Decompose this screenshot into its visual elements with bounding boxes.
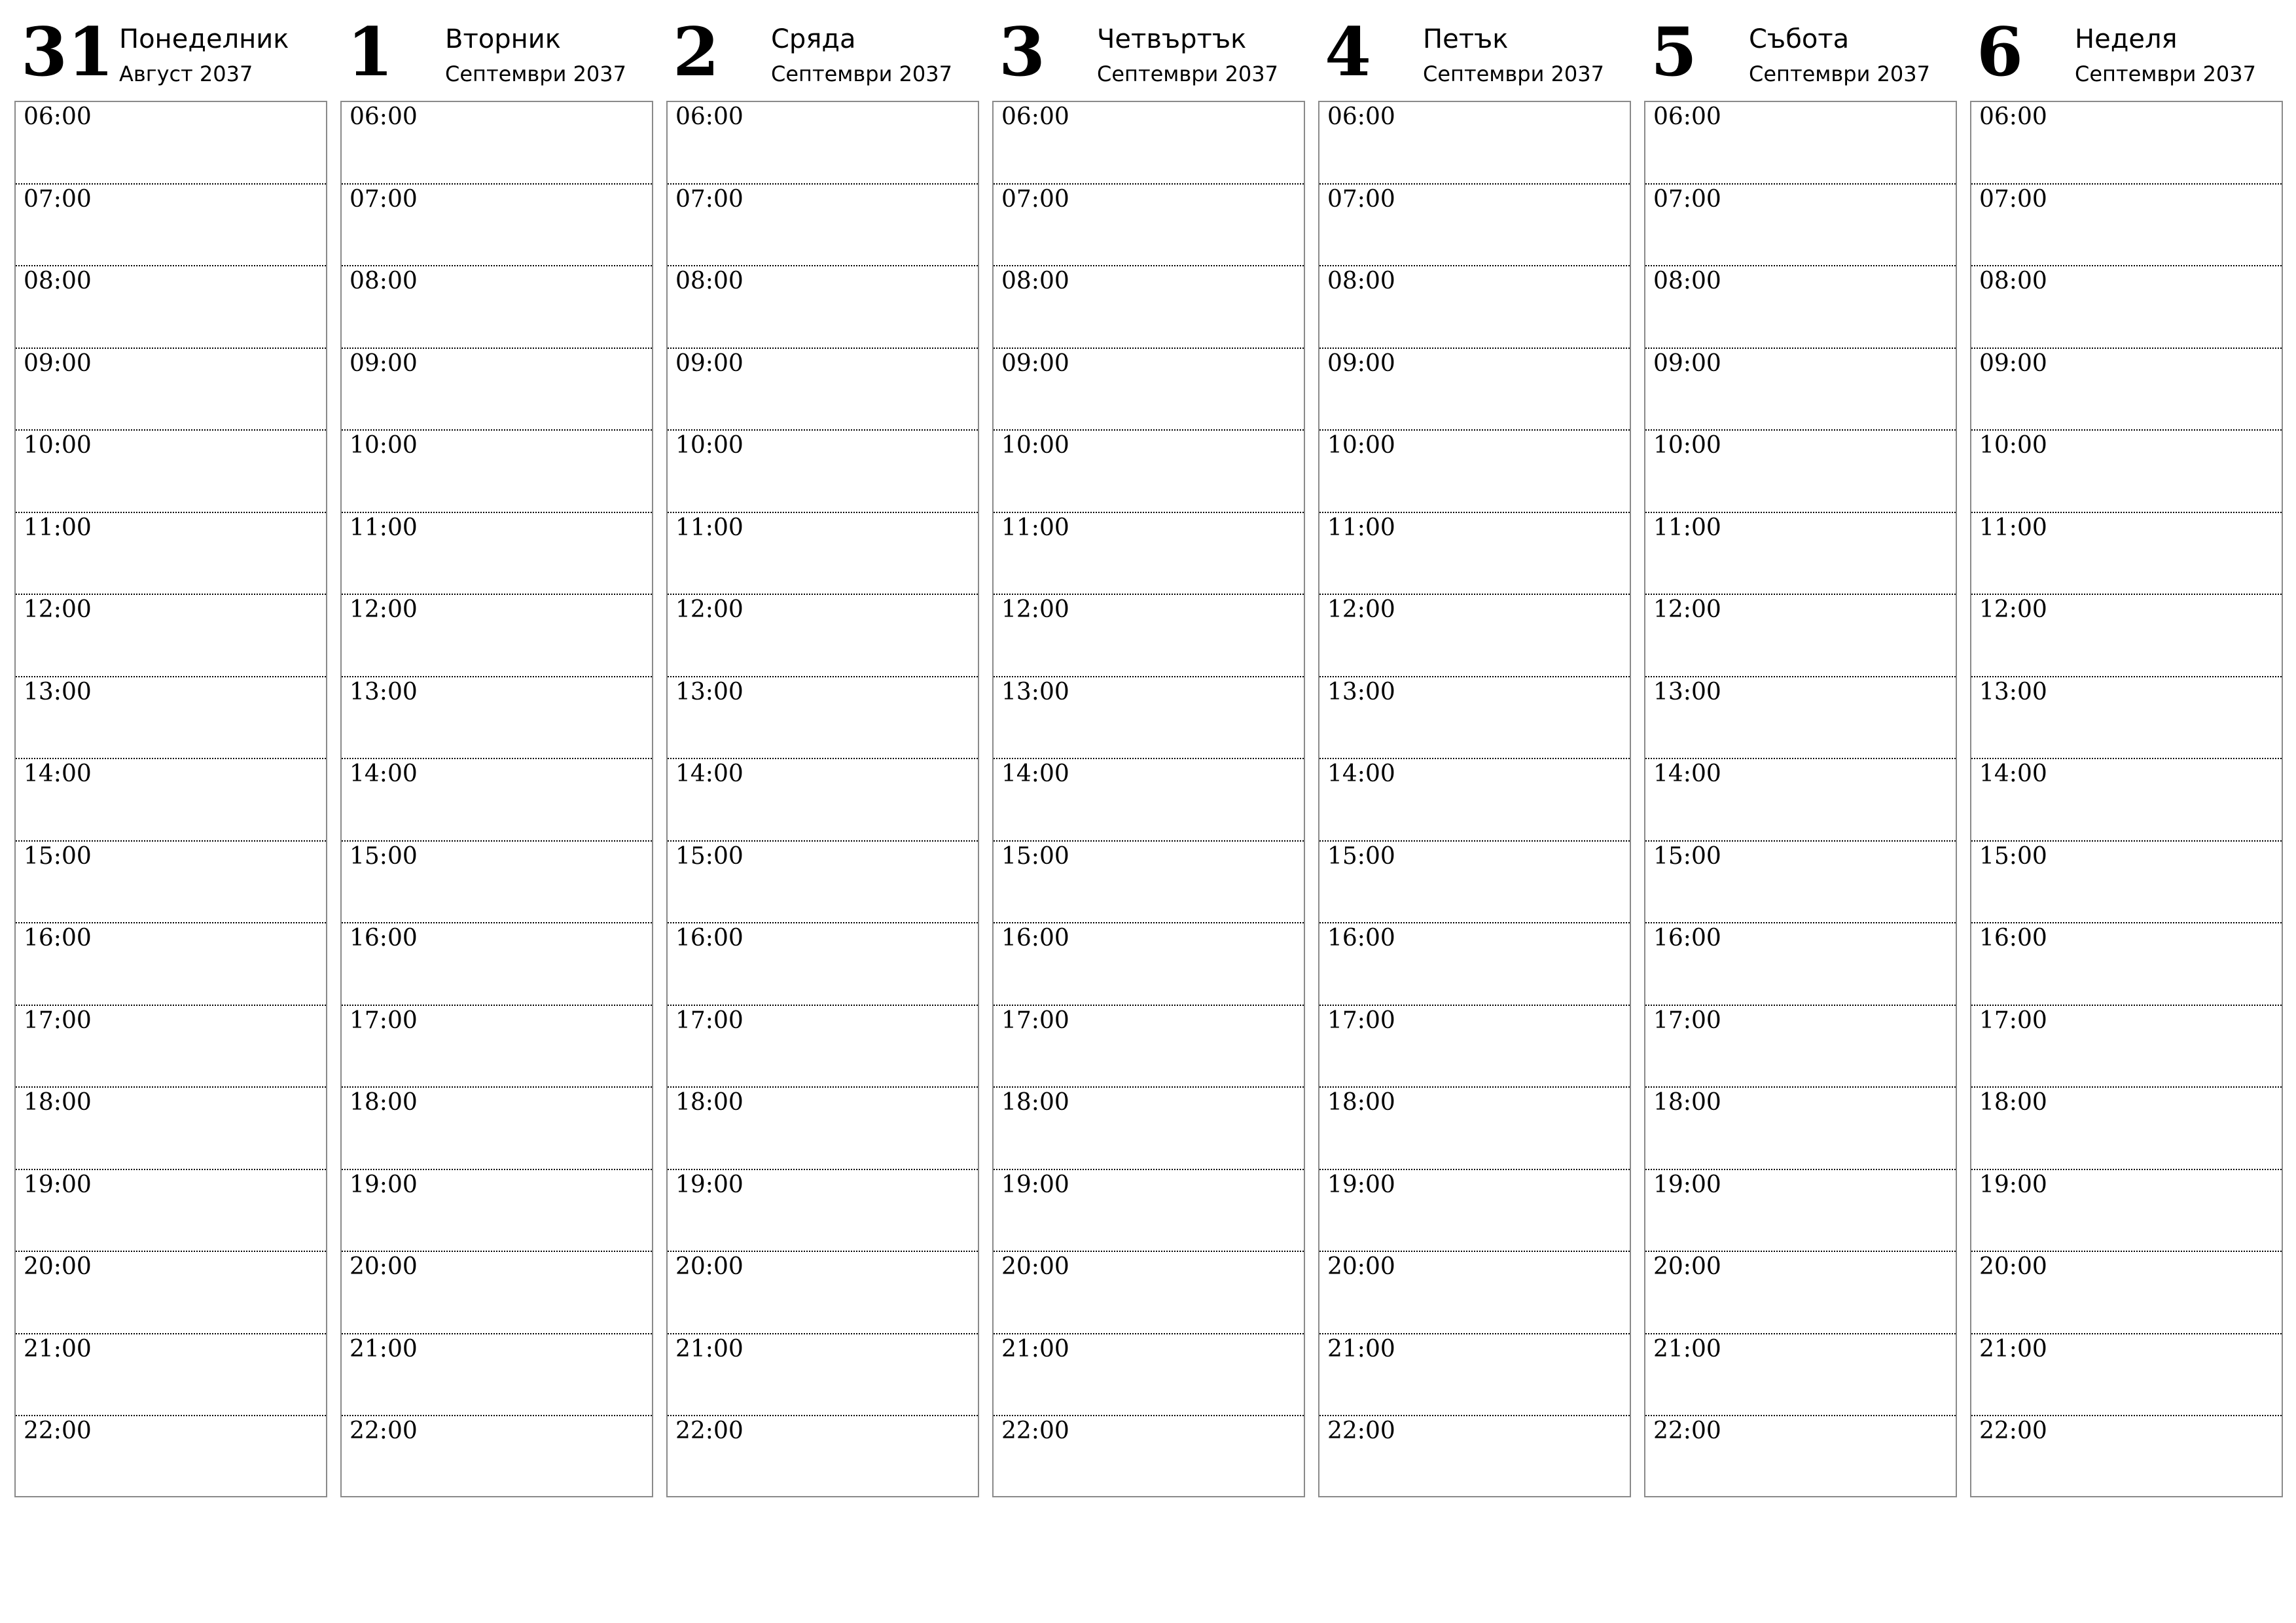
- hour-label: 17:00: [675, 1007, 744, 1034]
- hour-label: 10:00: [24, 432, 92, 459]
- hour-label: 09:00: [675, 349, 744, 377]
- hour-slot[interactable]: [1319, 102, 1630, 185]
- hour-slot[interactable]: [994, 595, 1304, 677]
- hour-label: 17:00: [1979, 1007, 2047, 1034]
- hour-slot[interactable]: [1971, 759, 2282, 842]
- hour-slot[interactable]: [994, 1088, 1304, 1170]
- hour-label: 12:00: [1001, 596, 1069, 623]
- hour-slot[interactable]: [994, 842, 1304, 924]
- hour-slot[interactable]: [668, 1088, 978, 1170]
- day-number: 6: [1977, 13, 2023, 92]
- hour-slot[interactable]: [342, 923, 652, 1006]
- hour-slot[interactable]: [16, 102, 326, 185]
- hour-slot[interactable]: [994, 759, 1304, 842]
- hour-label: 11:00: [1979, 514, 2047, 541]
- hour-label: 17:00: [1653, 1007, 1721, 1034]
- hour-label: 13:00: [24, 678, 92, 705]
- hour-label: 07:00: [675, 185, 744, 213]
- hour-slot[interactable]: [342, 1334, 652, 1417]
- day-schedule-box: [1318, 101, 1631, 1497]
- day-schedule-box: [340, 101, 653, 1497]
- hour-label: 22:00: [1653, 1418, 1721, 1444]
- day-name: Петък: [1423, 24, 1509, 54]
- hour-slot[interactable]: [1971, 266, 2282, 349]
- hour-label: 06:00: [1327, 103, 1395, 130]
- hour-slot[interactable]: [342, 677, 652, 760]
- hour-slot[interactable]: [1971, 102, 2282, 185]
- hour-slot[interactable]: [1645, 185, 1956, 267]
- hour-label: 07:00: [1327, 185, 1395, 213]
- hour-slot[interactable]: [1645, 923, 1956, 1006]
- hour-slot[interactable]: [1645, 759, 1956, 842]
- hour-label: 10:00: [350, 432, 418, 459]
- hour-slot[interactable]: [1645, 677, 1956, 760]
- day-name: Неделя: [2075, 24, 2178, 54]
- hour-label: 21:00: [1653, 1335, 1721, 1363]
- hour-slot[interactable]: [668, 266, 978, 349]
- hour-slot[interactable]: [1319, 1170, 1630, 1253]
- hour-label: 07:00: [24, 185, 92, 213]
- hour-slot[interactable]: [1645, 1334, 1956, 1417]
- hour-slot[interactable]: [16, 185, 326, 267]
- day-number: 5: [1651, 13, 1697, 92]
- hour-slot[interactable]: [994, 513, 1304, 596]
- hour-slot[interactable]: [994, 185, 1304, 267]
- hour-slot[interactable]: [16, 431, 326, 513]
- day-header: [1970, 0, 2283, 101]
- day-name: Събота: [1749, 24, 1850, 54]
- hour-slot[interactable]: [668, 431, 978, 513]
- day-header: [1318, 0, 1631, 101]
- hour-slot[interactable]: [1319, 266, 1630, 349]
- day-month-year: Септември 2037: [2075, 62, 2256, 86]
- day-header: [14, 0, 327, 101]
- hour-slot[interactable]: [16, 1006, 326, 1088]
- hour-slot[interactable]: [16, 513, 326, 596]
- hour-slot[interactable]: [1319, 1088, 1630, 1170]
- day-schedule-box: [14, 101, 327, 1497]
- hour-label: 14:00: [1979, 760, 2047, 787]
- day-month-year: Септември 2037: [1423, 62, 1604, 86]
- hour-slot[interactable]: [668, 677, 978, 760]
- hour-label: 17:00: [350, 1007, 418, 1034]
- hour-label: 09:00: [24, 349, 92, 377]
- hour-slot[interactable]: [1319, 595, 1630, 677]
- day-month-year: Септември 2037: [445, 62, 626, 86]
- hour-label: 17:00: [1001, 1007, 1069, 1034]
- hour-label: 20:00: [1001, 1253, 1069, 1280]
- day-column: [340, 0, 653, 1444]
- day-name: Сряда: [771, 24, 856, 54]
- hour-label: 18:00: [675, 1089, 744, 1116]
- hour-label: 06:00: [1001, 103, 1069, 130]
- hour-label: 15:00: [1327, 842, 1395, 870]
- hour-label: 21:00: [1327, 1335, 1395, 1363]
- hour-slot[interactable]: [1645, 102, 1956, 185]
- hour-label: 12:00: [24, 596, 92, 623]
- hour-label: 21:00: [1001, 1335, 1069, 1363]
- hour-label: 06:00: [1979, 103, 2047, 130]
- hour-slot[interactable]: [1645, 1416, 1956, 1497]
- hour-slot[interactable]: [342, 1252, 652, 1334]
- hour-label: 13:00: [1001, 678, 1069, 705]
- hour-label: 14:00: [675, 760, 744, 787]
- hour-label: 20:00: [675, 1253, 744, 1280]
- hour-label: 16:00: [24, 925, 92, 952]
- hour-slot[interactable]: [16, 595, 326, 677]
- hour-slot[interactable]: [342, 349, 652, 431]
- hour-slot[interactable]: [668, 759, 978, 842]
- hour-slot[interactable]: [16, 842, 326, 924]
- hour-label: 18:00: [1001, 1089, 1069, 1116]
- hour-label: 19:00: [1327, 1171, 1395, 1198]
- hour-label: 15:00: [1653, 842, 1721, 870]
- hour-slot[interactable]: [1319, 1006, 1630, 1088]
- hour-slot[interactable]: [342, 266, 652, 349]
- hour-label: 06:00: [350, 103, 418, 130]
- hour-label: 09:00: [1653, 349, 1721, 377]
- hour-label: 09:00: [1327, 349, 1395, 377]
- hour-slot[interactable]: [1319, 923, 1630, 1006]
- hour-label: 08:00: [24, 268, 92, 294]
- hour-slot[interactable]: [342, 1170, 652, 1253]
- hour-slot[interactable]: [668, 842, 978, 924]
- day-header: [992, 0, 1305, 101]
- hour-label: 21:00: [675, 1335, 744, 1363]
- hour-label: 18:00: [1327, 1089, 1395, 1116]
- hour-slot[interactable]: [994, 1416, 1304, 1497]
- hour-slot[interactable]: [994, 1170, 1304, 1253]
- day-number: 3: [999, 13, 1045, 92]
- hour-label: 06:00: [1653, 103, 1721, 130]
- hour-label: 22:00: [1979, 1418, 2047, 1444]
- hour-slot[interactable]: [668, 923, 978, 1006]
- hour-label: 20:00: [1979, 1253, 2047, 1280]
- hour-label: 22:00: [675, 1418, 744, 1444]
- hour-slot[interactable]: [1319, 1416, 1630, 1497]
- hour-label: 14:00: [1001, 760, 1069, 787]
- hour-slot[interactable]: [1971, 349, 2282, 431]
- hour-label: 19:00: [350, 1171, 418, 1198]
- hour-label: 18:00: [1653, 1089, 1721, 1116]
- hour-label: 16:00: [1653, 925, 1721, 952]
- day-name: Вторник: [445, 24, 561, 54]
- hour-label: 16:00: [675, 925, 744, 952]
- hour-label: 19:00: [24, 1171, 92, 1198]
- hour-slot[interactable]: [1971, 1006, 2282, 1088]
- hour-slot[interactable]: [1319, 513, 1630, 596]
- day-number: 2: [673, 13, 719, 92]
- hour-slot[interactable]: [1319, 1252, 1630, 1334]
- hour-label: 16:00: [1327, 925, 1395, 952]
- hour-slot[interactable]: [1319, 759, 1630, 842]
- hour-slot[interactable]: [994, 1334, 1304, 1417]
- hour-slot[interactable]: [1971, 1088, 2282, 1170]
- hour-label: 18:00: [1979, 1089, 2047, 1116]
- hour-label: 19:00: [1979, 1171, 2047, 1198]
- day-schedule-box: [1644, 101, 1957, 1497]
- hour-label: 10:00: [1001, 432, 1069, 459]
- hour-slot[interactable]: [668, 102, 978, 185]
- hour-slot[interactable]: [1645, 349, 1956, 431]
- hour-slot[interactable]: [1645, 266, 1956, 349]
- hour-slot[interactable]: [1971, 513, 2282, 596]
- day-number: 4: [1325, 13, 1371, 92]
- hour-slot[interactable]: [1645, 431, 1956, 513]
- hour-label: 12:00: [675, 596, 744, 623]
- day-month-year: Септември 2037: [1749, 62, 1930, 86]
- hour-label: 09:00: [1001, 349, 1069, 377]
- hour-label: 07:00: [1653, 185, 1721, 213]
- hour-label: 15:00: [24, 842, 92, 870]
- hour-slot[interactable]: [16, 1252, 326, 1334]
- hour-label: 18:00: [350, 1089, 418, 1116]
- hour-label: 12:00: [1327, 596, 1395, 623]
- hour-label: 10:00: [1979, 432, 2047, 459]
- hour-label: 15:00: [350, 842, 418, 870]
- hour-label: 07:00: [1001, 185, 1069, 213]
- hour-slot[interactable]: [342, 513, 652, 596]
- day-header: [1644, 0, 1957, 101]
- hour-label: 11:00: [1327, 514, 1395, 541]
- hour-label: 08:00: [1327, 268, 1395, 294]
- day-number: 1: [347, 13, 393, 92]
- hour-label: 19:00: [1653, 1171, 1721, 1198]
- hour-slot[interactable]: [16, 759, 326, 842]
- hour-label: 21:00: [1979, 1335, 2047, 1363]
- hour-label: 15:00: [1001, 842, 1069, 870]
- hour-label: 12:00: [1653, 596, 1721, 623]
- hour-label: 19:00: [1001, 1171, 1069, 1198]
- hour-label: 08:00: [1001, 268, 1069, 294]
- hour-label: 22:00: [1001, 1418, 1069, 1444]
- day-column: [1970, 0, 2283, 1444]
- hour-label: 10:00: [1327, 432, 1395, 459]
- day-header: [666, 0, 979, 101]
- hour-slot[interactable]: [1971, 185, 2282, 267]
- day-month-year: Август 2037: [119, 62, 253, 86]
- hour-slot[interactable]: [1645, 1252, 1956, 1334]
- hour-label: 07:00: [350, 185, 418, 213]
- hour-slot[interactable]: [668, 1416, 978, 1497]
- hour-slot[interactable]: [1645, 595, 1956, 677]
- day-name: Четвъртък: [1097, 24, 1247, 54]
- hour-slot[interactable]: [994, 266, 1304, 349]
- hour-label: 08:00: [1653, 268, 1721, 294]
- hour-slot[interactable]: [16, 1334, 326, 1417]
- hour-label: 14:00: [24, 760, 92, 787]
- hour-slot[interactable]: [1645, 513, 1956, 596]
- hour-slot[interactable]: [1971, 1252, 2282, 1334]
- hour-label: 22:00: [350, 1418, 418, 1444]
- hour-label: 16:00: [1001, 925, 1069, 952]
- day-column: [666, 0, 979, 1444]
- hour-slot[interactable]: [1971, 1170, 2282, 1253]
- day-number: 31: [21, 13, 114, 92]
- hour-label: 06:00: [24, 103, 92, 130]
- hour-slot[interactable]: [668, 1006, 978, 1088]
- hour-label: 11:00: [1653, 514, 1721, 541]
- hour-slot[interactable]: [1645, 842, 1956, 924]
- hour-label: 13:00: [1653, 678, 1721, 705]
- hour-label: 14:00: [1653, 760, 1721, 787]
- hour-slot[interactable]: [16, 923, 326, 1006]
- hour-label: 11:00: [24, 514, 92, 541]
- hour-label: 16:00: [350, 925, 418, 952]
- hour-slot[interactable]: [1319, 185, 1630, 267]
- hour-slot[interactable]: [342, 1416, 652, 1497]
- hour-label: 21:00: [350, 1335, 418, 1363]
- hour-label: 19:00: [675, 1171, 744, 1198]
- hour-slot[interactable]: [16, 266, 326, 349]
- hour-label: 12:00: [350, 596, 418, 623]
- day-column: [1318, 0, 1631, 1444]
- hour-label: 20:00: [1327, 1253, 1395, 1280]
- hour-slot[interactable]: [1645, 1170, 1956, 1253]
- hour-label: 13:00: [350, 678, 418, 705]
- hour-label: 09:00: [350, 349, 418, 377]
- hour-label: 07:00: [1979, 185, 2047, 213]
- hour-slot[interactable]: [1319, 431, 1630, 513]
- hour-slot[interactable]: [668, 1252, 978, 1334]
- hour-slot[interactable]: [1645, 1006, 1956, 1088]
- hour-slot[interactable]: [1971, 677, 2282, 760]
- hour-label: 10:00: [1653, 432, 1721, 459]
- hour-slot[interactable]: [668, 513, 978, 596]
- hour-label: 11:00: [1001, 514, 1069, 541]
- hour-slot[interactable]: [16, 1170, 326, 1253]
- hour-label: 21:00: [24, 1335, 92, 1363]
- hour-slot[interactable]: [1971, 1334, 2282, 1417]
- hour-slot[interactable]: [1971, 431, 2282, 513]
- hour-label: 06:00: [675, 103, 744, 130]
- day-column: [1644, 0, 1957, 1444]
- hour-slot[interactable]: [1319, 1334, 1630, 1417]
- hour-slot[interactable]: [1971, 595, 2282, 677]
- hour-label: 14:00: [1327, 760, 1395, 787]
- hour-slot[interactable]: [1971, 842, 2282, 924]
- hour-slot[interactable]: [342, 595, 652, 677]
- hour-label: 13:00: [1979, 678, 2047, 705]
- hour-slot[interactable]: [16, 1088, 326, 1170]
- hour-label: 08:00: [675, 268, 744, 294]
- hour-slot[interactable]: [994, 102, 1304, 185]
- hour-slot[interactable]: [342, 431, 652, 513]
- hour-slot[interactable]: [994, 349, 1304, 431]
- day-month-year: Септември 2037: [1097, 62, 1278, 86]
- hour-label: 10:00: [675, 432, 744, 459]
- hour-label: 13:00: [1327, 678, 1395, 705]
- day-column: [14, 0, 327, 1444]
- hour-slot[interactable]: [668, 1170, 978, 1253]
- hour-label: 14:00: [350, 760, 418, 787]
- day-header: [340, 0, 653, 101]
- hour-slot[interactable]: [1971, 923, 2282, 1006]
- hour-slot[interactable]: [668, 595, 978, 677]
- hour-slot[interactable]: [994, 1252, 1304, 1334]
- hour-slot[interactable]: [668, 1334, 978, 1417]
- hour-label: 11:00: [350, 514, 418, 541]
- hour-label: 17:00: [1327, 1007, 1395, 1034]
- hour-slot[interactable]: [1319, 677, 1630, 760]
- hour-label: 22:00: [1327, 1418, 1395, 1444]
- hour-slot[interactable]: [1971, 1416, 2282, 1497]
- hour-label: 08:00: [350, 268, 418, 294]
- hour-slot[interactable]: [668, 185, 978, 267]
- hour-slot[interactable]: [1319, 349, 1630, 431]
- day-month-year: Септември 2037: [771, 62, 952, 86]
- hour-slot[interactable]: [1645, 1088, 1956, 1170]
- hour-slot[interactable]: [16, 1416, 326, 1497]
- hour-slot[interactable]: [994, 677, 1304, 760]
- hour-label: 17:00: [24, 1007, 92, 1034]
- hour-slot[interactable]: [342, 185, 652, 267]
- hour-slot[interactable]: [342, 759, 652, 842]
- hour-label: 16:00: [1979, 925, 2047, 952]
- hour-label: 08:00: [1979, 268, 2047, 294]
- hour-label: 20:00: [350, 1253, 418, 1280]
- day-column: [992, 0, 1305, 1444]
- day-schedule-box: [1970, 101, 2283, 1497]
- hour-slot[interactable]: [1319, 842, 1630, 924]
- hour-slot[interactable]: [342, 1088, 652, 1170]
- hour-label: 15:00: [675, 842, 744, 870]
- day-schedule-box: [992, 101, 1305, 1497]
- hour-slot[interactable]: [342, 102, 652, 185]
- hour-label: 22:00: [24, 1418, 92, 1444]
- hour-slot[interactable]: [342, 1006, 652, 1088]
- hour-slot[interactable]: [16, 349, 326, 431]
- day-name: Понеделник: [119, 24, 289, 54]
- hour-label: 13:00: [675, 678, 744, 705]
- hour-slot[interactable]: [342, 842, 652, 924]
- hour-slot[interactable]: [668, 349, 978, 431]
- hour-slot[interactable]: [994, 923, 1304, 1006]
- hour-label: 20:00: [24, 1253, 92, 1280]
- hour-label: 11:00: [675, 514, 744, 541]
- hour-label: 15:00: [1979, 842, 2047, 870]
- day-schedule-box: [666, 101, 979, 1497]
- hour-label: 18:00: [24, 1089, 92, 1116]
- hour-label: 12:00: [1979, 596, 2047, 623]
- hour-slot[interactable]: [16, 677, 326, 760]
- hour-slot[interactable]: [994, 431, 1304, 513]
- hour-slot[interactable]: [994, 1006, 1304, 1088]
- hour-label: 09:00: [1979, 349, 2047, 377]
- hour-label: 20:00: [1653, 1253, 1721, 1280]
